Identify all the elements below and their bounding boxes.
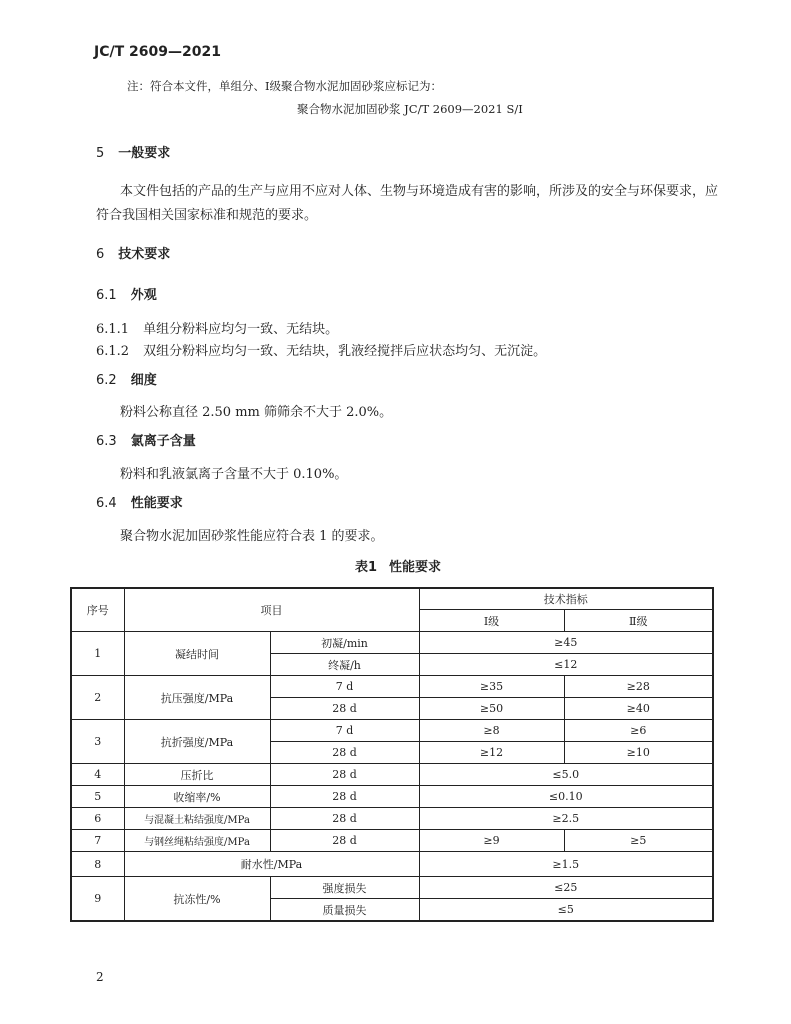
row-no: 3 [71, 720, 124, 764]
row-value: ≤5 [419, 899, 713, 922]
row-no: 4 [71, 764, 124, 786]
row-item: 与混凝土粘结强度/MPa [124, 808, 270, 830]
section-6-3-heading: 6.3 氯离子含量 [96, 434, 196, 449]
row-condition: 7 d [270, 720, 419, 742]
section-6-3-text: 粉料和乳液氯离子含量不大于 0.10%。 [120, 467, 348, 482]
row-value: ≥45 [419, 632, 713, 654]
row-condition: 强度损失 [270, 877, 419, 899]
row-no: 7 [71, 830, 124, 852]
row-condition: 初凝/min [270, 632, 419, 654]
row-condition: 28 d [270, 786, 419, 808]
table-row [71, 808, 713, 830]
row-item: 抗折强度/MPa [124, 720, 270, 764]
row-value-grade-1: ≥35 [419, 676, 564, 698]
header-no: 序号 [71, 588, 124, 632]
table-row [71, 852, 713, 877]
table-row [71, 676, 713, 698]
clause-6-1-1: 6.1.1 单组分粉料应均匀一致、无结块。 [96, 322, 339, 337]
row-value-grade-1: ≥12 [419, 742, 564, 764]
section-5-heading: 5 一般要求 [96, 146, 171, 161]
row-condition: 28 d [270, 830, 419, 852]
section-6-1-heading: 6.1 外观 [96, 288, 157, 303]
row-value-grade-2: ≥5 [564, 830, 713, 852]
note-line-1: 注：符合本文件，单组分、Ⅰ级聚合物水泥加固砂浆应标记为： [127, 79, 443, 93]
row-value-grade-2: ≥6 [564, 720, 713, 742]
row-condition: 终凝/h [270, 654, 419, 676]
row-value-grade-2: ≥28 [564, 676, 713, 698]
row-condition: 28 d [270, 742, 419, 764]
row-item: 收缩率/% [124, 786, 270, 808]
table-header-row [71, 588, 713, 610]
row-value: ≤25 [419, 877, 713, 899]
page-number: 2 [96, 970, 104, 984]
note-line-2: 聚合物水泥加固砂浆 JC/T 2609—2021 S/Ⅰ [297, 102, 523, 116]
row-value-grade-1: ≥50 [419, 698, 564, 720]
table-row [71, 720, 713, 742]
table-row [71, 830, 713, 852]
header-spec: 技术指标 [419, 588, 713, 610]
row-value-grade-1: ≥8 [419, 720, 564, 742]
section-6-heading: 6 技术要求 [96, 247, 171, 262]
row-item: 与钢丝绳粘结强度/MPa [124, 830, 270, 852]
row-value: ≤12 [419, 654, 713, 676]
row-value: ≤0.10 [419, 786, 713, 808]
row-condition: 7 d [270, 676, 419, 698]
row-value: ≥2.5 [419, 808, 713, 830]
standard-code-header: JC/T 2609—2021 [94, 44, 221, 60]
section-6-2-text: 粉料公称直径 2.50 mm 筛筛余不大于 2.0%。 [120, 405, 393, 420]
row-value-grade-1: ≥9 [419, 830, 564, 852]
table-row [71, 764, 713, 786]
row-value: ≤5.0 [419, 764, 713, 786]
row-value: ≥1.5 [419, 852, 713, 877]
performance-table [70, 587, 714, 922]
row-item: 抗冻性/% [124, 877, 270, 922]
section-6-4-heading: 6.4 性能要求 [96, 496, 183, 511]
row-value-grade-2: ≥10 [564, 742, 713, 764]
header-item: 项目 [124, 588, 419, 632]
table-row [71, 786, 713, 808]
section-6-4-text: 聚合物水泥加固砂浆性能应符合表 1 的要求。 [120, 529, 384, 544]
row-no: 8 [71, 852, 124, 877]
row-condition: 28 d [270, 698, 419, 720]
table-caption: 表1 性能要求 [355, 560, 442, 575]
header-grade-2: Ⅱ级 [564, 610, 713, 632]
header-grade-1: Ⅰ级 [419, 610, 564, 632]
row-no: 6 [71, 808, 124, 830]
row-no: 9 [71, 877, 124, 922]
row-condition: 质量损失 [270, 899, 419, 922]
row-item: 压折比 [124, 764, 270, 786]
clause-6-1-2: 6.1.2 双组分粉料应均匀一致、无结块，乳液经搅拌后应状态均匀、无沉淀。 [96, 344, 547, 359]
section-5-text: 本文件包括的产品的生产与应用不应对人体、生物与环境造成有害的影响，所涉及的安全与环保要求，应符合我国相关国家标准和规范的要求。 [96, 184, 719, 223]
row-value-grade-2: ≥40 [564, 698, 713, 720]
row-condition: 28 d [270, 808, 419, 830]
row-item: 耐水性/MPa [124, 852, 419, 877]
row-condition: 28 d [270, 764, 419, 786]
row-item: 凝结时间 [124, 632, 270, 676]
row-no: 1 [71, 632, 124, 676]
section-6-2-heading: 6.2 细度 [96, 373, 157, 388]
row-no: 2 [71, 676, 124, 720]
table-row [71, 632, 713, 654]
table-row [71, 877, 713, 899]
row-item: 抗压强度/MPa [124, 676, 270, 720]
row-no: 5 [71, 786, 124, 808]
